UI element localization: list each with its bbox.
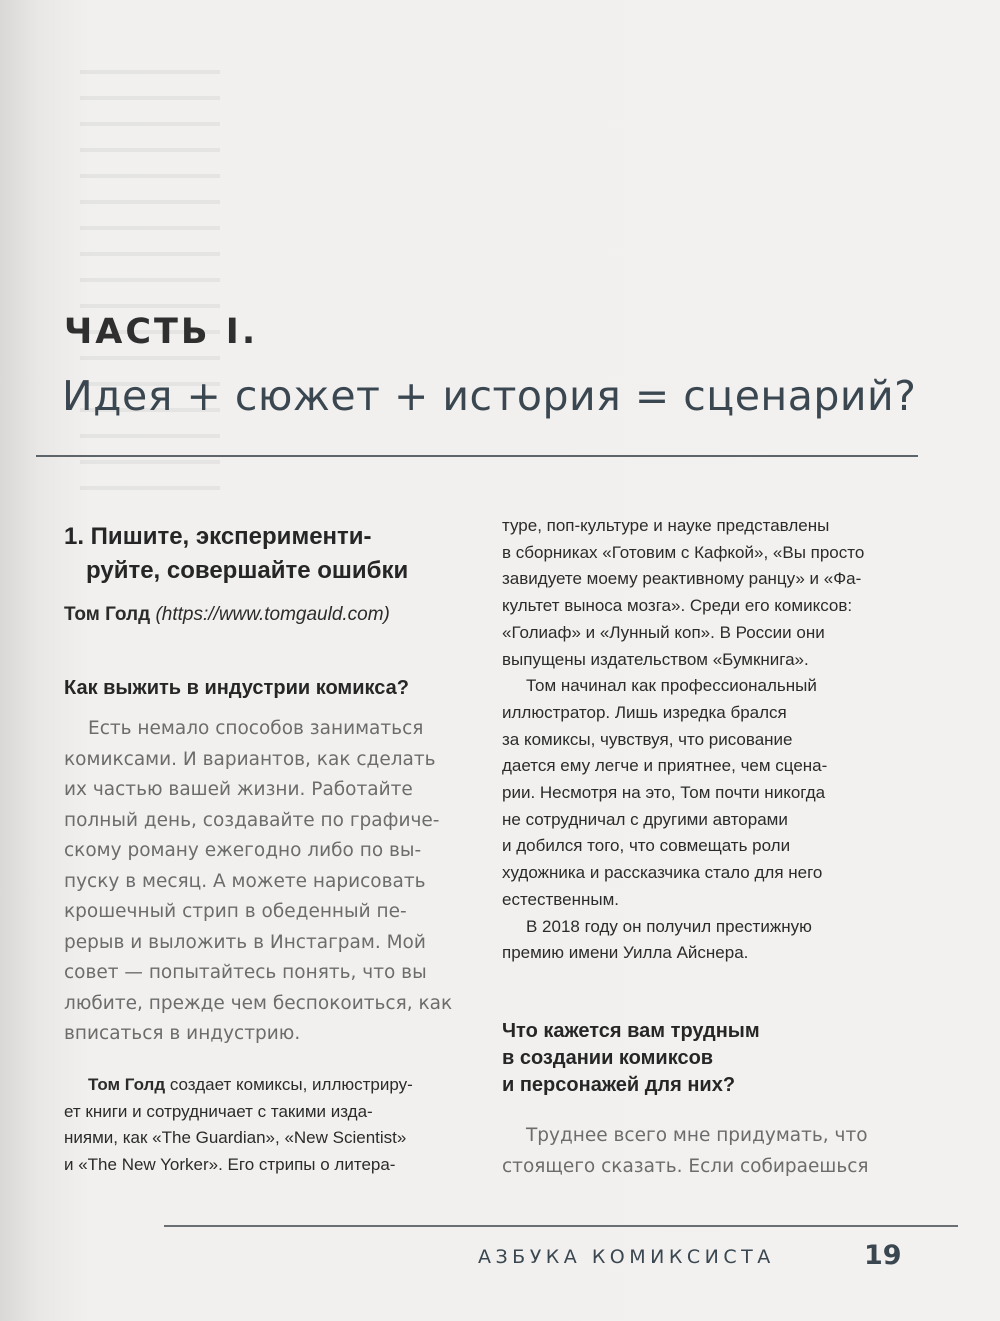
answer-1 xyxy=(64,714,476,1050)
answer-2-line: стоящего сказать. Если собираешься xyxy=(502,1155,869,1177)
bio-line: не сотрудничал с другими авторами xyxy=(502,809,788,829)
bio-line: художника и рассказчика стало для него xyxy=(502,863,823,883)
bio-line xyxy=(64,1072,476,1099)
answer-1-line: любите, прежде чем беспокоиться, как xyxy=(64,992,453,1014)
question-2 xyxy=(502,1018,760,1099)
bio-line: Том начинал как профессиональный xyxy=(526,676,817,696)
bio-line: туре, поп-культуре и науке представлены xyxy=(502,516,830,535)
answer-1-line: совет — попытайтесь понять, что вы xyxy=(64,962,427,983)
answer-2 xyxy=(502,1121,914,1182)
section-heading xyxy=(64,520,476,588)
bio-line: в сборниках «Готовим с Кафкой», «Вы просто xyxy=(502,542,865,562)
bio-line: В 2018 году он получил престижную xyxy=(526,916,812,936)
section-heading-line-2: руйте, совершайте ошибки xyxy=(86,557,409,584)
author-bio xyxy=(64,1072,476,1179)
answer-1-line: скому роману ежегодно либо по вы- xyxy=(64,840,422,861)
title-divider xyxy=(36,455,918,457)
bio-line: дается ему легче и приятнее, чем сцена- xyxy=(502,756,828,776)
bio-author-name: Том Голд xyxy=(88,1075,166,1094)
answer-1-line: рерыв и выложить в Инстаграм. Мой xyxy=(64,931,426,953)
bio-continued xyxy=(502,513,914,967)
bio-line: ет книги и сотрудничает с такими изда- xyxy=(64,1101,373,1121)
bio-line: за комиксы, чувствуя, что рисование xyxy=(502,729,793,749)
bio-line: естественным. xyxy=(502,889,619,909)
answer-1-line: их частью вашей жизни. Работайте xyxy=(64,779,413,800)
bio-line: и «The New Yorker». Его стрипы о литера- xyxy=(64,1155,396,1175)
bio-line: премию имени Уилла Айснера. xyxy=(502,943,749,963)
answer-1-line: вписаться в индустрию. xyxy=(64,1023,301,1044)
section-heading-line-1: 1. Пишите, эксперименти- xyxy=(64,523,372,550)
part-title: Идея + сюжет + история = сценарий? xyxy=(62,372,917,420)
running-footer-title: АЗБУКА КОМИКСИСТА xyxy=(478,1246,775,1268)
question-2-line: и персонажей для них? xyxy=(502,1074,736,1096)
page-number: 19 xyxy=(864,1240,902,1271)
bio-line-rest: создает комиксы, иллюстриру- xyxy=(165,1075,413,1094)
author-name: Том Голд xyxy=(64,604,151,625)
question-1: Как выжить в индустрии комикса? xyxy=(64,677,409,699)
author-credit xyxy=(64,604,390,626)
bio-line: и добился того, что совмещать роли xyxy=(502,836,791,856)
answer-1-line: Есть немало способов заниматься xyxy=(88,718,424,739)
bio-line: «Голиаф» и «Лунный коп». В России они xyxy=(502,622,825,642)
answer-1-line: пуску в месяц. А можете нарисовать xyxy=(64,870,426,892)
bio-line: рии. Несмотря на это, Том почти никогда xyxy=(502,783,826,803)
show-through-text xyxy=(80,70,220,490)
footer-divider xyxy=(164,1225,958,1227)
bio-line: иллюстратор. Лишь изредка брался xyxy=(502,702,787,722)
answer-2-line: Труднее всего мне придумать, что xyxy=(526,1125,868,1146)
question-2-line: в создании комиксов xyxy=(502,1047,714,1069)
bio-line: завидуете моему реактивному ранцу» и «Фа- xyxy=(502,569,862,589)
answer-1-line: комиксами. И вариантов, как сделать xyxy=(64,748,436,770)
bio-line: выпущены издательством «Бумкнига». xyxy=(502,649,809,669)
bio-line: ниями, как «The Guardian», «New Scientist» xyxy=(64,1128,407,1148)
question-2-line: Что кажется вам трудным xyxy=(502,1020,760,1042)
bio-line: культет выноса мозга». Среди его комиксов: xyxy=(502,596,853,616)
part-label: ЧАСТЬ I. xyxy=(64,312,259,352)
author-url: (https://www.tomgauld.com) xyxy=(155,604,390,625)
answer-1-line: крошечный стрип в обеденный пе- xyxy=(64,901,407,922)
answer-1-line: полный день, создавайте по графиче- xyxy=(64,809,440,831)
